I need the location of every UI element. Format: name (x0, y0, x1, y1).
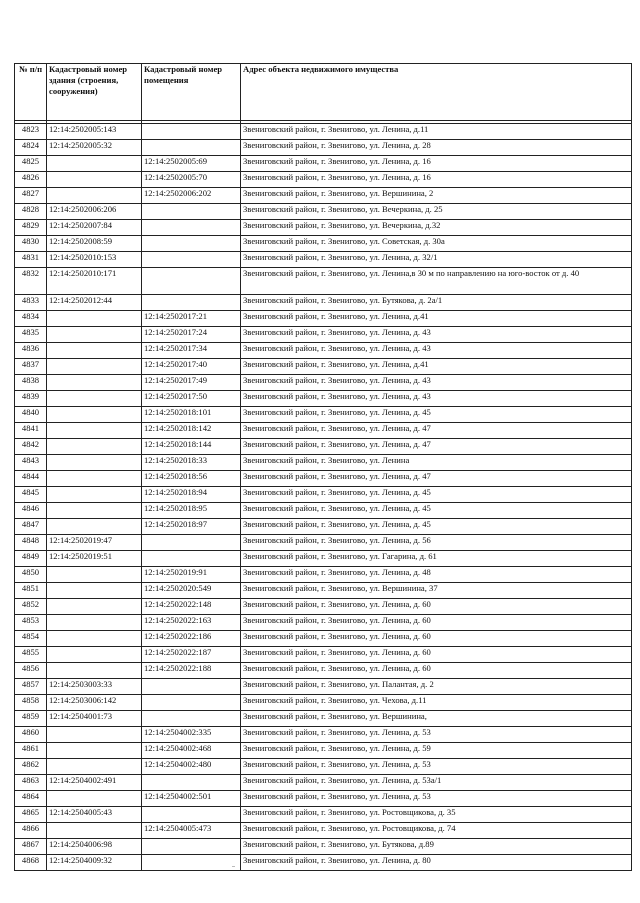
cell-address: Звениговский район, г. Звенигово, ул. Ленина, д. 60 (241, 647, 632, 663)
cell-room-cadastral (142, 807, 241, 823)
cell-address: Звениговский район, г. Звенигово, ул. Ленина (241, 455, 632, 471)
table-row (15, 535, 632, 551)
cell-building-cadastral: 12:14:2502005:32 (47, 140, 142, 156)
table-row (15, 487, 632, 503)
cell-room-cadastral: 12:14:2504002:501 (142, 791, 241, 807)
cell-number: 4846 (15, 503, 47, 519)
table-row (15, 204, 632, 220)
cell-room-cadastral: 12:14:2504005:473 (142, 823, 241, 839)
cell-building-cadastral (47, 407, 142, 423)
table-row (15, 503, 632, 519)
cell-building-cadastral: 12:14:2504009:32 (47, 855, 142, 871)
cell-address: Звениговский район, г. Звенигово, ул. Ленина, д. 43 (241, 391, 632, 407)
header-num: № п/п (15, 64, 47, 121)
cell-address: Звениговский район, г. Звенигово, ул. Ленина, д. 32/1 (241, 252, 632, 268)
table-row (15, 631, 632, 647)
cell-building-cadastral (47, 823, 142, 839)
header-room-cadastral: Кадастровый номер помещения (142, 64, 241, 121)
cell-address: Звениговский район, г. Звенигово, ул. Вечеркина, д.32 (241, 220, 632, 236)
cell-room-cadastral: 12:14:2502018:101 (142, 407, 241, 423)
cell-building-cadastral (47, 471, 142, 487)
cell-number: 4865 (15, 807, 47, 823)
cell-address: Звениговский район, г. Звенигово, ул. Ленина, д. 45 (241, 519, 632, 535)
table-row (15, 359, 632, 375)
cell-building-cadastral (47, 727, 142, 743)
table-body (15, 121, 632, 871)
cell-address: Звениговский район, г. Звенигово, ул. Ленина, д. 56 (241, 535, 632, 551)
cell-room-cadastral (142, 204, 241, 220)
cell-number: 4857 (15, 679, 47, 695)
cell-room-cadastral: 12:14:2502017:21 (142, 311, 241, 327)
cell-building-cadastral: 12:14:2502006:206 (47, 204, 142, 220)
cell-room-cadastral (142, 695, 241, 711)
cell-room-cadastral: 12:14:2502018:142 (142, 423, 241, 439)
cell-room-cadastral: 12:14:2502022:163 (142, 615, 241, 631)
cell-building-cadastral (47, 743, 142, 759)
cell-address: Звениговский район, г. Звенигово, ул. Ленина, д. 60 (241, 615, 632, 631)
cell-room-cadastral: 12:14:2502020:549 (142, 583, 241, 599)
cell-number: 4836 (15, 343, 47, 359)
header-building-cadastral: Кадастровый номер здания (строения, сооружения) (47, 64, 142, 121)
cell-number: 4834 (15, 311, 47, 327)
cell-building-cadastral: 12:14:2503006:142 (47, 695, 142, 711)
cell-number: 4842 (15, 439, 47, 455)
cell-room-cadastral (142, 775, 241, 791)
cell-building-cadastral (47, 391, 142, 407)
table-row (15, 855, 632, 871)
cell-number: 4847 (15, 519, 47, 535)
cell-address: Звениговский район, г. Звенигово, ул. Ростовщикова, д. 35 (241, 807, 632, 823)
table-row (15, 599, 632, 615)
cell-number: 4832 (15, 268, 47, 295)
cell-room-cadastral: 12:14:2502005:69 (142, 156, 241, 172)
cell-building-cadastral (47, 343, 142, 359)
cell-number: 4868 (15, 855, 47, 871)
cell-number: 4831 (15, 252, 47, 268)
table-row (15, 188, 632, 204)
cell-room-cadastral: 12:14:2502017:34 (142, 343, 241, 359)
table-row (15, 439, 632, 455)
cell-building-cadastral: 12:14:2502019:51 (47, 551, 142, 567)
cell-address: Звениговский район, г. Звенигово, ул. Ленина, д. 47 (241, 471, 632, 487)
table-row (15, 711, 632, 727)
table-row (15, 807, 632, 823)
table-row (15, 455, 632, 471)
cell-address: Звениговский район, г. Звенигово, ул. Ленина, д. 59 (241, 743, 632, 759)
cell-address: Звениговский район, г. Звенигово, ул. Ростовщикова, д. 74 (241, 823, 632, 839)
cell-building-cadastral (47, 487, 142, 503)
cell-room-cadastral (142, 236, 241, 252)
cell-building-cadastral (47, 423, 142, 439)
cell-room-cadastral (142, 711, 241, 727)
cell-number: 4839 (15, 391, 47, 407)
table-row (15, 727, 632, 743)
table-row (15, 615, 632, 631)
cell-room-cadastral: 12:14:2502018:95 (142, 503, 241, 519)
cell-number: 4835 (15, 327, 47, 343)
cell-number: 4829 (15, 220, 47, 236)
cell-address: Звениговский район, г. Звенигово, ул. Ленина, д. 45 (241, 487, 632, 503)
cell-address: Звениговский район, г. Звенигово, ул. Вечеркина, д. 25 (241, 204, 632, 220)
cell-building-cadastral: 12:14:2504006:98 (47, 839, 142, 855)
cell-room-cadastral (142, 252, 241, 268)
cell-address: Звениговский район, г. Звенигово, ул. Ленина, д. 45 (241, 407, 632, 423)
cell-building-cadastral (47, 503, 142, 519)
cell-building-cadastral: 12:14:2504001:73 (47, 711, 142, 727)
cell-number: 4861 (15, 743, 47, 759)
cell-room-cadastral (142, 551, 241, 567)
cell-room-cadastral: 12:14:2502017:24 (142, 327, 241, 343)
cell-room-cadastral: 12:14:2502022:188 (142, 663, 241, 679)
cell-building-cadastral: 12:14:2502008:59 (47, 236, 142, 252)
table-row (15, 375, 632, 391)
table-row (15, 663, 632, 679)
cell-room-cadastral (142, 140, 241, 156)
cell-building-cadastral (47, 599, 142, 615)
cell-building-cadastral (47, 439, 142, 455)
cell-room-cadastral (142, 855, 241, 871)
cell-number: 4828 (15, 204, 47, 220)
property-table (14, 63, 632, 871)
scan-mark (232, 866, 235, 867)
cell-number: 4838 (15, 375, 47, 391)
cell-number: 4850 (15, 567, 47, 583)
cell-building-cadastral: 12:14:2502005:143 (47, 124, 142, 140)
table-row (15, 839, 632, 855)
cell-number: 4849 (15, 551, 47, 567)
table-row (15, 551, 632, 567)
cell-address: Звениговский район, г. Звенигово, ул. Ленина, д. 16 (241, 172, 632, 188)
cell-room-cadastral: 12:14:2502022:148 (142, 599, 241, 615)
cell-address: Звениговский район, г. Звенигово, ул. Гагарина, д. 61 (241, 551, 632, 567)
table-row (15, 295, 632, 311)
table-row (15, 791, 632, 807)
cell-room-cadastral: 12:14:2502006:202 (142, 188, 241, 204)
cell-address: Звениговский район, г. Звенигово, ул. Ленина, д. 60 (241, 599, 632, 615)
cell-address: Звениговский район, г. Звенигово, ул. Ленина, д. 60 (241, 631, 632, 647)
cell-number: 4827 (15, 188, 47, 204)
cell-number: 4843 (15, 455, 47, 471)
cell-address: Звениговский район, г. Звенигово, ул. Ленина, д. 47 (241, 439, 632, 455)
cell-address: Звениговский район, г. Звенигово, ул. Ленина, д. 43 (241, 343, 632, 359)
cell-building-cadastral: 12:14:2503003:33 (47, 679, 142, 695)
table-row (15, 156, 632, 172)
cell-building-cadastral (47, 631, 142, 647)
cell-number: 4854 (15, 631, 47, 647)
cell-room-cadastral: 12:14:2502017:50 (142, 391, 241, 407)
table-row (15, 311, 632, 327)
cell-address: Звениговский район, г. Звенигово, ул. Ленина, д. 47 (241, 423, 632, 439)
cell-number: 4844 (15, 471, 47, 487)
cell-number: 4853 (15, 615, 47, 631)
cell-room-cadastral: 12:14:2502018:144 (142, 439, 241, 455)
cell-address: Звениговский район, г. Звенигово, ул. Ленина, д. 53 (241, 759, 632, 775)
table-row (15, 252, 632, 268)
table-row (15, 327, 632, 343)
cell-building-cadastral (47, 172, 142, 188)
cell-building-cadastral: 12:14:2502007:84 (47, 220, 142, 236)
cell-address: Звениговский район, г. Звенигово, ул. Ленина, д.41 (241, 311, 632, 327)
cell-number: 4866 (15, 823, 47, 839)
cell-address: Звениговский район, г. Звенигово, ул. Ленина, д. 53 (241, 791, 632, 807)
table-row (15, 343, 632, 359)
cell-building-cadastral (47, 359, 142, 375)
cell-address: Звениговский район, г. Звенигово, ул. Ленина, д. 53 (241, 727, 632, 743)
table-header-row (15, 64, 632, 121)
cell-number: 4859 (15, 711, 47, 727)
cell-room-cadastral (142, 295, 241, 311)
cell-room-cadastral: 12:14:2502018:94 (142, 487, 241, 503)
cell-building-cadastral: 12:14:2502010:171 (47, 268, 142, 295)
cell-building-cadastral: 12:14:2504002:491 (47, 775, 142, 791)
cell-address: Звениговский район, г. Звенигово, ул. Бутякова, д.89 (241, 839, 632, 855)
cell-building-cadastral (47, 615, 142, 631)
cell-number: 4867 (15, 839, 47, 855)
cell-room-cadastral: 12:14:2502017:49 (142, 375, 241, 391)
table-row (15, 519, 632, 535)
cell-room-cadastral: 12:14:2502022:186 (142, 631, 241, 647)
table-row (15, 743, 632, 759)
cell-building-cadastral (47, 567, 142, 583)
cell-address: Звениговский район, г. Звенигово, ул. Ленина, д.41 (241, 359, 632, 375)
table-row (15, 172, 632, 188)
cell-number: 4845 (15, 487, 47, 503)
cell-building-cadastral (47, 311, 142, 327)
cell-room-cadastral: 12:14:2504002:480 (142, 759, 241, 775)
cell-address: Звениговский район, г. Звенигово, ул. Ленина, д. 43 (241, 375, 632, 391)
cell-room-cadastral (142, 124, 241, 140)
cell-building-cadastral: 12:14:2502010:153 (47, 252, 142, 268)
cell-address: Звениговский район, г. Звенигово, ул. Вершинина, 2 (241, 188, 632, 204)
cell-building-cadastral (47, 759, 142, 775)
cell-number: 4858 (15, 695, 47, 711)
table-row (15, 679, 632, 695)
cell-number: 4863 (15, 775, 47, 791)
cell-address: Звениговский район, г. Звенигово, ул. Вершинина, 37 (241, 583, 632, 599)
cell-address: Звениговский район, г. Звенигово, ул. Бутякова, д. 2а/1 (241, 295, 632, 311)
cell-room-cadastral: 12:14:2504002:468 (142, 743, 241, 759)
cell-address: Звениговский район, г. Звенигово, ул. Вершинина, (241, 711, 632, 727)
cell-room-cadastral: 12:14:2502017:40 (142, 359, 241, 375)
cell-number: 4848 (15, 535, 47, 551)
table-row (15, 220, 632, 236)
cell-building-cadastral (47, 791, 142, 807)
table-row (15, 407, 632, 423)
table-row (15, 583, 632, 599)
cell-building-cadastral: 12:14:2502012:44 (47, 295, 142, 311)
cell-room-cadastral (142, 268, 241, 295)
cell-room-cadastral: 12:14:2502018:97 (142, 519, 241, 535)
cell-address: Звениговский район, г. Звенигово, ул. Ленина, д. 45 (241, 503, 632, 519)
cell-building-cadastral (47, 156, 142, 172)
cell-number: 4856 (15, 663, 47, 679)
cell-number: 4825 (15, 156, 47, 172)
cell-address: Звениговский район, г. Звенигово, ул. Ленина, д. 28 (241, 140, 632, 156)
cell-number: 4833 (15, 295, 47, 311)
cell-number: 4823 (15, 124, 47, 140)
document-page (14, 63, 631, 871)
cell-room-cadastral: 12:14:2502018:33 (142, 455, 241, 471)
cell-address: Звениговский район, г. Звенигово, ул. Ленина, д.11 (241, 124, 632, 140)
table-row (15, 423, 632, 439)
table-row (15, 391, 632, 407)
cell-number: 4852 (15, 599, 47, 615)
cell-room-cadastral (142, 220, 241, 236)
table-row (15, 236, 632, 252)
cell-room-cadastral: 12:14:2502018:56 (142, 471, 241, 487)
cell-number: 4837 (15, 359, 47, 375)
cell-address: Звениговский район, г. Звенигово, ул. Ленина, д. 60 (241, 663, 632, 679)
cell-number: 4824 (15, 140, 47, 156)
cell-address: Звениговский район, г. Звенигово, ул. Ленина, д. 80 (241, 855, 632, 871)
cell-building-cadastral: 12:14:2502019:47 (47, 535, 142, 551)
cell-number: 4864 (15, 791, 47, 807)
cell-room-cadastral: 12:14:2502022:187 (142, 647, 241, 663)
cell-building-cadastral (47, 519, 142, 535)
cell-room-cadastral: 12:14:2502019:91 (142, 567, 241, 583)
cell-number: 4855 (15, 647, 47, 663)
cell-address: Звениговский район, г. Звенигово, ул. Палантая, д. 2 (241, 679, 632, 695)
cell-number: 4826 (15, 172, 47, 188)
cell-building-cadastral (47, 663, 142, 679)
cell-room-cadastral (142, 839, 241, 855)
cell-room-cadastral: 12:14:2502005:70 (142, 172, 241, 188)
table-row (15, 140, 632, 156)
cell-address: Звениговский район, г. Звенигово, ул. Ленина, д. 43 (241, 327, 632, 343)
cell-room-cadastral (142, 679, 241, 695)
cell-address: Звениговский район, г. Звенигово, ул. Ленина, д. 53а/1 (241, 775, 632, 791)
table-row (15, 124, 632, 140)
cell-number: 4860 (15, 727, 47, 743)
cell-address: Звениговский район, г. Звенигово, ул. Чехова, д.11 (241, 695, 632, 711)
cell-building-cadastral (47, 647, 142, 663)
table-row (15, 471, 632, 487)
table-row (15, 695, 632, 711)
table-row (15, 268, 632, 295)
cell-address: Звениговский район, г. Звенигово, ул. Ленина, д. 16 (241, 156, 632, 172)
cell-room-cadastral (142, 535, 241, 551)
cell-building-cadastral (47, 375, 142, 391)
cell-address: Звениговский район, г. Звенигово, ул. Ленина,в 30 м по направлению на юго-восток от д. 40 (241, 268, 632, 295)
cell-building-cadastral (47, 327, 142, 343)
table-row (15, 567, 632, 583)
cell-address: Звениговский район, г. Звенигово, ул. Ленина, д. 48 (241, 567, 632, 583)
cell-number: 4851 (15, 583, 47, 599)
cell-building-cadastral (47, 455, 142, 471)
cell-building-cadastral: 12:14:2504005:43 (47, 807, 142, 823)
header-address: Адрес объекта недвижимого имущества (241, 64, 632, 121)
table-row (15, 759, 632, 775)
cell-room-cadastral: 12:14:2504002:335 (142, 727, 241, 743)
table-row (15, 775, 632, 791)
cell-address: Звениговский район, г. Звенигово, ул. Советская, д. 30а (241, 236, 632, 252)
cell-number: 4862 (15, 759, 47, 775)
table-row (15, 647, 632, 663)
table-row (15, 823, 632, 839)
cell-number: 4840 (15, 407, 47, 423)
cell-building-cadastral (47, 188, 142, 204)
cell-number: 4841 (15, 423, 47, 439)
cell-number: 4830 (15, 236, 47, 252)
cell-building-cadastral (47, 583, 142, 599)
